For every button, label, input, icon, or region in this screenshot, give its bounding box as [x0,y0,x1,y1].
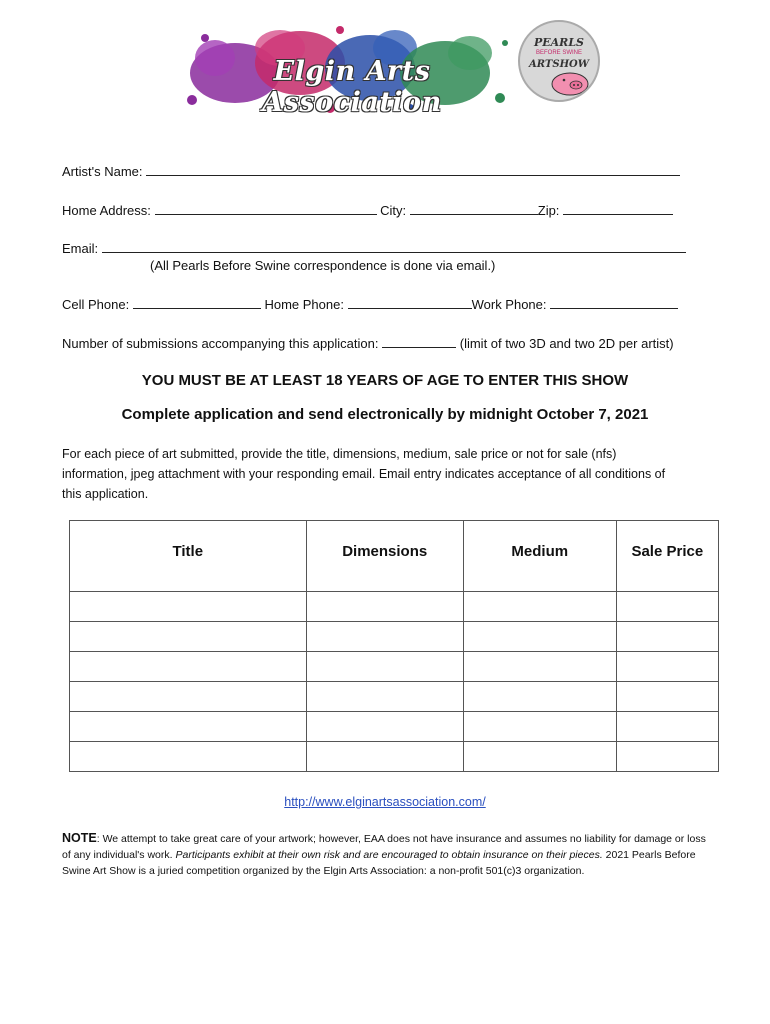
cell-phone-field[interactable] [133,296,261,309]
sale-price-cell[interactable] [616,652,718,682]
artist-name-field[interactable] [146,163,680,176]
note-italic: Participants exhibit at their own risk and are encouraged to obtain insurance on their pieces. [175,849,603,861]
entries-table [69,520,719,772]
home-address-field[interactable] [155,202,377,215]
header-medium: Medium [463,521,616,592]
note-text-1: : We attempt to take great care of your artwork; however, EAA does not have insurance and assumes no liability for damage or loss of any individual's work. [62,833,706,861]
deadline-heading: Complete application and send electronically by midnight October 7, 2021 [121,406,649,423]
work-phone-field[interactable] [550,296,678,309]
zip-label: Zip: [537,203,560,218]
sale-price-cell[interactable] [616,622,718,652]
home-phone-field[interactable] [348,296,472,309]
note-label: NOTE [62,831,97,845]
title-cell[interactable] [70,652,307,682]
title-cell[interactable] [70,592,307,622]
city-label: City: [380,203,407,218]
org-name: Elgin Arts Association [262,56,442,118]
badge-bottom: ARTSHOW [529,59,589,70]
dimensions-cell[interactable] [306,652,463,682]
work-phone-label: Work Phone: [471,297,547,312]
city-field[interactable] [410,202,538,215]
artist-name-row [62,163,680,180]
medium-cell[interactable] [463,682,616,712]
home-phone-label: Home Phone: [264,297,344,312]
note-text-2: 2021 Pearls Before Swine Art Show is a juried competition organized by the Elgin Arts Association: a non-profit 501(c)3 organization. [62,849,696,877]
header-dimensions: Dimensions [306,521,463,592]
dimensions-cell[interactable] [306,742,463,772]
email-field[interactable] [102,240,686,253]
dimensions-cell[interactable] [306,592,463,622]
title-cell[interactable] [70,682,307,712]
table-row [70,622,719,652]
title-cell[interactable] [70,742,307,772]
submissions-row [62,335,674,352]
dimensions-cell[interactable] [306,622,463,652]
title-cell[interactable] [70,622,307,652]
email-label: Email: [62,241,99,256]
cell-phone-label: Cell Phone: [62,297,130,312]
medium-cell[interactable] [463,592,616,622]
table-row [70,682,719,712]
sale-price-cell[interactable] [616,712,718,742]
pearls-badge [518,20,600,102]
badge-top: PEARLS [533,36,584,49]
home-address-label: Home Address: [62,203,151,218]
sale-price-cell[interactable] [616,682,718,712]
table-row [70,712,719,742]
age-requirement-heading: YOU MUST BE AT LEAST 18 YEARS OF AGE TO ENTER THIS SHOW [141,372,629,389]
artist-name-label: Artist's Name: [62,164,143,179]
medium-cell[interactable] [463,742,616,772]
liability-note [62,830,712,879]
email-row [62,240,686,257]
table-row [70,742,719,772]
medium-cell[interactable] [463,652,616,682]
email-note: (All Pearls Before Swine correspondence is done via email.) [150,258,496,273]
pig-icon [550,70,590,96]
sale-price-cell[interactable] [616,742,718,772]
badge-mid: BEFORE SWINE [535,50,582,56]
phone-row [62,296,678,313]
instructions: For each piece of art submitted, provide the title, dimensions, medium, sale price or not for sale (nfs) information, jpeg attachment with your responding email. Email entry indicates acceptance of all conditions of this application. [62,447,666,501]
medium-cell[interactable] [463,622,616,652]
header-sale-price: Sale Price [616,521,718,592]
sale-price-cell[interactable] [616,592,718,622]
zip-field[interactable] [563,202,673,215]
table-header-row [70,521,719,592]
title-cell[interactable] [70,712,307,742]
medium-cell[interactable] [463,712,616,742]
header-title: Title [70,521,307,592]
submissions-limit: (limit of two 3D and two 2D per artist) [459,336,674,351]
dimensions-cell[interactable] [306,712,463,742]
submissions-label: Number of submissions accompanying this application: [62,336,379,351]
website-link[interactable]: http://www.elginartsassociation.com/ [284,795,486,809]
table-row [70,592,719,622]
logo [180,18,600,118]
address-row [62,202,673,219]
submissions-field[interactable] [382,335,456,348]
dimensions-cell[interactable] [306,682,463,712]
table-row [70,652,719,682]
